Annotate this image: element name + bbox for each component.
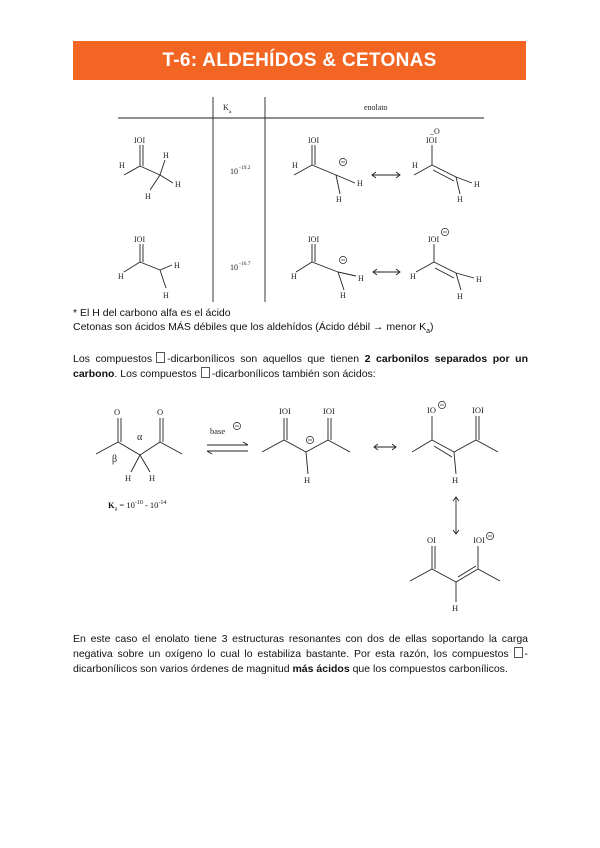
beta-symbol-icon — [514, 647, 523, 658]
svg-text:H: H — [145, 192, 151, 201]
enolate-oxyanion-left — [412, 416, 498, 474]
svg-text:H: H — [174, 261, 180, 270]
paragraph-enolate-stability: En este caso el enolato tiene 3 estructuras resonantes con dos de ellas soportando la carga negativa sobre un oxígeno lo cual lo estabiliza bastante. Por esta razón, los compuestos -dicarbonílicos son varios órdenes de magnitud más ácidos que los compuestos carbonílicos. — [73, 633, 528, 675]
enolate-oxyanion-right — [410, 546, 500, 602]
resonance-arrow-3 — [374, 444, 396, 450]
svg-text:H: H — [358, 274, 364, 283]
beta-symbol-icon — [156, 352, 165, 363]
row1-ka-exponent: -19.2 — [239, 165, 251, 171]
resonance-arrow-1 — [372, 172, 400, 178]
svg-text:H: H — [163, 291, 169, 300]
svg-text:α: α — [137, 432, 143, 443]
table-header-enolato: enolato — [364, 103, 388, 112]
svg-text:IOI: IOI — [428, 235, 440, 244]
ketone-enolate-oxyanion — [414, 145, 472, 194]
ka-range: $K_a = 10^{-10} - 10^{-14}$ — [108, 500, 167, 513]
svg-text:IOI: IOI — [134, 136, 146, 145]
svg-text:H: H — [149, 473, 156, 483]
svg-text:β: β — [112, 454, 118, 465]
paragraph-dicarbonyl-intro: Los compuestos -dicarbonílicos son aquellos que tienen 2 carbonilos separados por un carbono. Los compuestos -dicarbonílicos también son ácidos: — [73, 353, 528, 380]
svg-text:IOI: IOI — [308, 136, 320, 145]
svg-text:H: H — [452, 603, 459, 613]
svg-text:H: H — [357, 179, 363, 188]
svg-text:H: H — [412, 161, 418, 170]
svg-text:H: H — [474, 180, 480, 189]
row1-ka-base: 10 — [230, 167, 238, 176]
svg-text:OI: OI — [427, 535, 436, 545]
row2-ka-exponent: -16.7 — [239, 261, 251, 267]
svg-text:_O: _O — [430, 127, 440, 136]
svg-text:IO: IO — [427, 405, 436, 415]
svg-text:H: H — [163, 151, 169, 160]
svg-text:H: H — [118, 272, 124, 281]
svg-text:H: H — [457, 292, 463, 301]
equilibrium-arrows — [207, 442, 248, 454]
svg-text:H: H — [175, 180, 181, 189]
row2-ka-base: 10 — [230, 263, 238, 272]
svg-text:H: H — [452, 475, 459, 485]
table-header-ka: K — [223, 103, 229, 112]
svg-text:H: H — [336, 195, 342, 204]
table-header-ka-sub: a — [229, 109, 232, 115]
aldehyde-enolate-carbanion — [296, 244, 356, 290]
svg-text:H: H — [292, 161, 298, 170]
svg-text:H: H — [304, 475, 311, 485]
note-alpha-hydrogen: * El H del carbono alfa es el ácido — [73, 307, 231, 319]
carbanion-structure — [262, 418, 350, 474]
svg-text:H: H — [119, 161, 125, 170]
resonance-arrow-4 — [453, 497, 459, 534]
resonance-arrow-2 — [373, 269, 400, 275]
beta-symbol-icon — [201, 367, 210, 378]
aldehyde-enolate-oxyanion — [416, 244, 474, 290]
svg-text:IOI: IOI — [308, 235, 320, 244]
base-label: base — [210, 426, 226, 436]
svg-text:O: O — [114, 407, 121, 417]
svg-text:IOI: IOI — [473, 535, 485, 545]
svg-text:IOI: IOI — [279, 406, 291, 416]
svg-text:IOI: IOI — [472, 405, 484, 415]
svg-text:H: H — [476, 275, 482, 284]
svg-text:H: H — [125, 473, 132, 483]
page-title: T-6: ALDEHÍDOS & CETONAS — [162, 49, 437, 71]
svg-text:H: H — [410, 272, 416, 281]
aldehyde-structure — [124, 244, 172, 288]
diketone-structure — [96, 418, 182, 472]
note-ketone-acidity: Cetonas son ácidos MÁS débiles que los aldehídos (Ácido débil → menor $K_a$) — [73, 321, 434, 336]
svg-text:H: H — [291, 272, 297, 281]
ketone-enolate-carbanion — [294, 145, 355, 194]
svg-text:IOI: IOI — [134, 235, 146, 244]
svg-text:IOI: IOI — [426, 136, 438, 145]
svg-text:H: H — [457, 195, 463, 204]
svg-text:H: H — [340, 291, 346, 300]
svg-text:O: O — [157, 407, 164, 417]
svg-text:IOI: IOI — [323, 406, 335, 416]
